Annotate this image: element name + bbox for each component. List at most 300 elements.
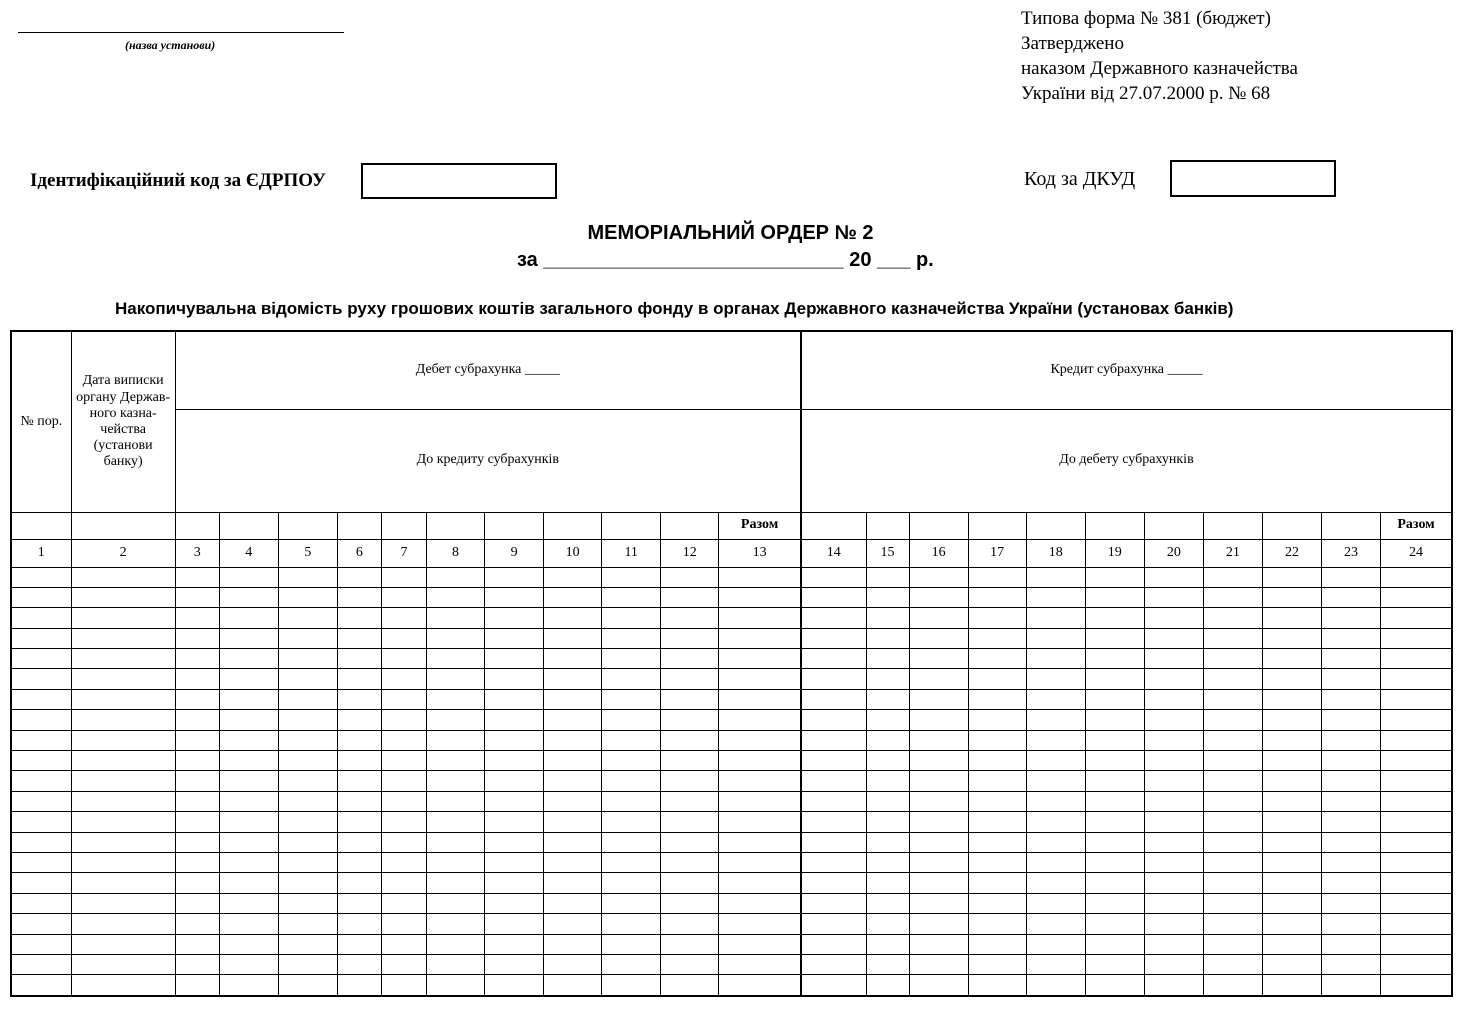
table-cell[interactable] (485, 710, 544, 730)
table-cell[interactable] (544, 751, 602, 771)
table-cell[interactable] (485, 751, 544, 771)
table-cell[interactable] (11, 608, 71, 628)
table-cell[interactable] (1381, 873, 1452, 893)
table-cell[interactable] (1085, 954, 1144, 974)
table-cell[interactable] (909, 852, 968, 872)
table-cell[interactable] (602, 954, 661, 974)
table-cell[interactable] (1144, 832, 1203, 852)
table-cell[interactable] (71, 689, 175, 709)
table-cell[interactable] (968, 751, 1026, 771)
table-cell[interactable] (485, 567, 544, 587)
table-cell[interactable] (866, 914, 909, 934)
table-cell[interactable] (11, 730, 71, 750)
table-cell[interactable] (544, 649, 602, 669)
table-cell[interactable] (1085, 587, 1144, 607)
table-cell[interactable] (426, 649, 484, 669)
table-cell[interactable] (544, 608, 602, 628)
table-cell[interactable] (1144, 587, 1203, 607)
table-cell[interactable] (11, 628, 71, 648)
table-cell[interactable] (11, 791, 71, 811)
table-cell[interactable] (661, 669, 719, 689)
table-cell[interactable] (175, 934, 219, 954)
table-cell[interactable] (719, 628, 801, 648)
table-cell[interactable] (381, 689, 426, 709)
table-cell[interactable] (1262, 608, 1321, 628)
table-cell[interactable] (219, 812, 278, 832)
table-cell[interactable] (71, 669, 175, 689)
table-cell[interactable] (719, 934, 801, 954)
table-cell[interactable] (661, 812, 719, 832)
table-cell[interactable] (866, 628, 909, 648)
table-cell[interactable] (544, 730, 602, 750)
table-cell[interactable] (1203, 975, 1262, 996)
table-cell[interactable] (1322, 832, 1381, 852)
table-cell[interactable] (866, 954, 909, 974)
table-cell[interactable] (968, 669, 1026, 689)
table-cell[interactable] (801, 649, 866, 669)
table-cell[interactable] (1322, 710, 1381, 730)
table-cell[interactable] (1381, 587, 1452, 607)
table-cell[interactable] (1322, 954, 1381, 974)
table-cell[interactable] (1085, 791, 1144, 811)
table-cell[interactable] (544, 812, 602, 832)
table-cell[interactable] (1144, 954, 1203, 974)
table-cell[interactable] (278, 771, 337, 791)
table-cell[interactable] (11, 832, 71, 852)
table-cell[interactable] (1203, 730, 1262, 750)
table-cell[interactable] (909, 771, 968, 791)
table-cell[interactable] (719, 873, 801, 893)
table-cell[interactable] (1262, 669, 1321, 689)
edrpou-code-field[interactable] (361, 163, 557, 199)
table-cell[interactable] (1262, 832, 1321, 852)
table-cell[interactable] (1085, 649, 1144, 669)
table-cell[interactable] (278, 873, 337, 893)
table-cell[interactable] (219, 852, 278, 872)
table-cell[interactable] (1322, 914, 1381, 934)
table-cell[interactable] (1085, 689, 1144, 709)
table-cell[interactable] (719, 751, 801, 771)
table-cell[interactable] (381, 975, 426, 996)
table-cell[interactable] (278, 689, 337, 709)
table-cell[interactable] (801, 710, 866, 730)
table-cell[interactable] (278, 893, 337, 913)
table-cell[interactable] (1144, 771, 1203, 791)
table-cell[interactable] (544, 934, 602, 954)
table-cell[interactable] (426, 608, 484, 628)
table-cell[interactable] (337, 628, 381, 648)
table-cell[interactable] (661, 832, 719, 852)
table-cell[interactable] (1085, 852, 1144, 872)
table-cell[interactable] (1203, 914, 1262, 934)
table-cell[interactable] (1262, 852, 1321, 872)
table-cell[interactable] (1085, 812, 1144, 832)
table-cell[interactable] (278, 587, 337, 607)
table-cell[interactable] (1203, 934, 1262, 954)
table-cell[interactable] (866, 587, 909, 607)
table-cell[interactable] (278, 710, 337, 730)
table-cell[interactable] (485, 649, 544, 669)
table-cell[interactable] (1322, 689, 1381, 709)
table-cell[interactable] (801, 812, 866, 832)
table-cell[interactable] (219, 934, 278, 954)
table-cell[interactable] (278, 649, 337, 669)
table-cell[interactable] (602, 669, 661, 689)
table-cell[interactable] (801, 587, 866, 607)
table-cell[interactable] (175, 812, 219, 832)
table-cell[interactable] (968, 975, 1026, 996)
table-cell[interactable] (866, 608, 909, 628)
table-cell[interactable] (71, 914, 175, 934)
table-cell[interactable] (544, 975, 602, 996)
table-cell[interactable] (71, 873, 175, 893)
table-cell[interactable] (219, 791, 278, 811)
table-cell[interactable] (866, 873, 909, 893)
table-cell[interactable] (544, 771, 602, 791)
table-cell[interactable] (1322, 873, 1381, 893)
table-cell[interactable] (968, 567, 1026, 587)
table-cell[interactable] (219, 649, 278, 669)
table-cell[interactable] (175, 710, 219, 730)
table-cell[interactable] (175, 852, 219, 872)
table-cell[interactable] (968, 689, 1026, 709)
table-cell[interactable] (909, 649, 968, 669)
table-cell[interactable] (1262, 628, 1321, 648)
table-cell[interactable] (909, 914, 968, 934)
table-cell[interactable] (485, 771, 544, 791)
table-cell[interactable] (1262, 751, 1321, 771)
table-cell[interactable] (219, 751, 278, 771)
table-cell[interactable] (175, 873, 219, 893)
table-cell[interactable] (1381, 567, 1452, 587)
table-cell[interactable] (175, 791, 219, 811)
table-cell[interactable] (1026, 914, 1085, 934)
table-cell[interactable] (219, 771, 278, 791)
table-cell[interactable] (337, 893, 381, 913)
table-cell[interactable] (71, 771, 175, 791)
table-cell[interactable] (719, 893, 801, 913)
table-cell[interactable] (801, 567, 866, 587)
table-cell[interactable] (1262, 812, 1321, 832)
table-cell[interactable] (11, 669, 71, 689)
table-cell[interactable] (71, 567, 175, 587)
table-cell[interactable] (337, 751, 381, 771)
table-cell[interactable] (1085, 751, 1144, 771)
table-cell[interactable] (278, 669, 337, 689)
table-cell[interactable] (381, 934, 426, 954)
table-cell[interactable] (337, 852, 381, 872)
table-cell[interactable] (11, 710, 71, 730)
table-cell[interactable] (1262, 689, 1321, 709)
table-cell[interactable] (1026, 832, 1085, 852)
table-cell[interactable] (337, 567, 381, 587)
table-cell[interactable] (1262, 914, 1321, 934)
table-cell[interactable] (1203, 873, 1262, 893)
table-cell[interactable] (602, 567, 661, 587)
table-cell[interactable] (1381, 689, 1452, 709)
table-cell[interactable] (544, 669, 602, 689)
table-cell[interactable] (426, 791, 484, 811)
table-cell[interactable] (1026, 893, 1085, 913)
table-cell[interactable] (1203, 893, 1262, 913)
table-cell[interactable] (1322, 852, 1381, 872)
table-cell[interactable] (801, 608, 866, 628)
table-cell[interactable] (1026, 649, 1085, 669)
table-cell[interactable] (968, 710, 1026, 730)
table-cell[interactable] (719, 954, 801, 974)
table-cell[interactable] (661, 689, 719, 709)
table-cell[interactable] (1144, 791, 1203, 811)
table-cell[interactable] (71, 975, 175, 996)
table-cell[interactable] (219, 669, 278, 689)
table-cell[interactable] (968, 893, 1026, 913)
table-cell[interactable] (968, 873, 1026, 893)
table-cell[interactable] (1262, 791, 1321, 811)
table-cell[interactable] (1262, 934, 1321, 954)
table-cell[interactable] (602, 751, 661, 771)
table-cell[interactable] (381, 730, 426, 750)
table-cell[interactable] (485, 689, 544, 709)
table-cell[interactable] (426, 934, 484, 954)
table-cell[interactable] (1026, 791, 1085, 811)
table-cell[interactable] (1144, 730, 1203, 750)
table-cell[interactable] (337, 771, 381, 791)
table-cell[interactable] (801, 873, 866, 893)
table-cell[interactable] (1085, 567, 1144, 587)
table-cell[interactable] (968, 954, 1026, 974)
table-cell[interactable] (1203, 832, 1262, 852)
table-cell[interactable] (381, 791, 426, 811)
table-cell[interactable] (719, 567, 801, 587)
table-cell[interactable] (1262, 893, 1321, 913)
table-cell[interactable] (11, 649, 71, 669)
table-cell[interactable] (426, 954, 484, 974)
table-cell[interactable] (1144, 669, 1203, 689)
table-cell[interactable] (381, 893, 426, 913)
table-cell[interactable] (175, 608, 219, 628)
table-cell[interactable] (1381, 771, 1452, 791)
table-cell[interactable] (426, 914, 484, 934)
table-cell[interactable] (1085, 628, 1144, 648)
institution-name-line[interactable] (18, 32, 344, 33)
table-cell[interactable] (71, 832, 175, 852)
table-cell[interactable] (866, 975, 909, 996)
table-cell[interactable] (337, 914, 381, 934)
table-cell[interactable] (381, 852, 426, 872)
table-cell[interactable] (485, 852, 544, 872)
table-cell[interactable] (1381, 791, 1452, 811)
table-cell[interactable] (866, 771, 909, 791)
table-cell[interactable] (1322, 649, 1381, 669)
table-cell[interactable] (719, 669, 801, 689)
table-cell[interactable] (381, 832, 426, 852)
table-cell[interactable] (1262, 649, 1321, 669)
table-cell[interactable] (381, 608, 426, 628)
table-cell[interactable] (909, 567, 968, 587)
table-cell[interactable] (661, 934, 719, 954)
table-cell[interactable] (1381, 832, 1452, 852)
table-cell[interactable] (909, 669, 968, 689)
table-cell[interactable] (544, 852, 602, 872)
table-cell[interactable] (1322, 751, 1381, 771)
table-cell[interactable] (11, 975, 71, 996)
table-cell[interactable] (485, 587, 544, 607)
table-cell[interactable] (1381, 751, 1452, 771)
table-cell[interactable] (71, 791, 175, 811)
table-cell[interactable] (426, 852, 484, 872)
dkud-code-field[interactable] (1170, 160, 1336, 197)
table-cell[interactable] (219, 975, 278, 996)
table-cell[interactable] (968, 791, 1026, 811)
table-cell[interactable] (544, 893, 602, 913)
table-cell[interactable] (1144, 914, 1203, 934)
table-cell[interactable] (909, 954, 968, 974)
table-cell[interactable] (337, 873, 381, 893)
table-cell[interactable] (11, 914, 71, 934)
table-cell[interactable] (71, 608, 175, 628)
table-cell[interactable] (1085, 832, 1144, 852)
table-cell[interactable] (661, 771, 719, 791)
table-cell[interactable] (801, 730, 866, 750)
table-cell[interactable] (801, 791, 866, 811)
table-cell[interactable] (909, 689, 968, 709)
table-cell[interactable] (1026, 669, 1085, 689)
table-cell[interactable] (278, 751, 337, 771)
table-cell[interactable] (719, 710, 801, 730)
table-cell[interactable] (1262, 730, 1321, 750)
table-cell[interactable] (381, 954, 426, 974)
table-cell[interactable] (337, 649, 381, 669)
table-cell[interactable] (866, 791, 909, 811)
table-cell[interactable] (1203, 689, 1262, 709)
table-cell[interactable] (968, 628, 1026, 648)
table-cell[interactable] (426, 669, 484, 689)
table-cell[interactable] (485, 914, 544, 934)
table-cell[interactable] (602, 975, 661, 996)
table-cell[interactable] (485, 893, 544, 913)
table-cell[interactable] (866, 751, 909, 771)
table-cell[interactable] (866, 669, 909, 689)
table-cell[interactable] (866, 934, 909, 954)
table-cell[interactable] (485, 812, 544, 832)
table-cell[interactable] (219, 832, 278, 852)
table-cell[interactable] (1026, 628, 1085, 648)
table-cell[interactable] (1381, 975, 1452, 996)
table-cell[interactable] (544, 587, 602, 607)
table-cell[interactable] (426, 873, 484, 893)
table-cell[interactable] (602, 628, 661, 648)
table-cell[interactable] (1203, 771, 1262, 791)
table-cell[interactable] (175, 832, 219, 852)
table-cell[interactable] (426, 587, 484, 607)
table-cell[interactable] (381, 649, 426, 669)
table-cell[interactable] (278, 934, 337, 954)
table-cell[interactable] (337, 812, 381, 832)
table-cell[interactable] (1262, 954, 1321, 974)
table-cell[interactable] (1144, 812, 1203, 832)
table-cell[interactable] (1144, 873, 1203, 893)
table-cell[interactable] (909, 791, 968, 811)
table-cell[interactable] (909, 873, 968, 893)
table-cell[interactable] (381, 914, 426, 934)
table-cell[interactable] (11, 587, 71, 607)
table-cell[interactable] (485, 791, 544, 811)
table-cell[interactable] (719, 812, 801, 832)
table-cell[interactable] (278, 730, 337, 750)
table-cell[interactable] (1381, 669, 1452, 689)
table-cell[interactable] (602, 587, 661, 607)
table-cell[interactable] (1085, 710, 1144, 730)
table-cell[interactable] (381, 628, 426, 648)
table-cell[interactable] (1144, 567, 1203, 587)
table-cell[interactable] (661, 608, 719, 628)
table-cell[interactable] (602, 893, 661, 913)
table-cell[interactable] (1322, 975, 1381, 996)
table-cell[interactable] (426, 689, 484, 709)
table-cell[interactable] (278, 852, 337, 872)
table-cell[interactable] (968, 730, 1026, 750)
table-cell[interactable] (602, 771, 661, 791)
table-cell[interactable] (1381, 934, 1452, 954)
table-cell[interactable] (909, 975, 968, 996)
table-cell[interactable] (71, 954, 175, 974)
table-cell[interactable] (219, 873, 278, 893)
table-cell[interactable] (278, 628, 337, 648)
table-cell[interactable] (1144, 852, 1203, 872)
table-cell[interactable] (1026, 954, 1085, 974)
table-cell[interactable] (866, 893, 909, 913)
table-cell[interactable] (909, 730, 968, 750)
table-cell[interactable] (381, 873, 426, 893)
table-cell[interactable] (278, 567, 337, 587)
table-cell[interactable] (219, 608, 278, 628)
table-cell[interactable] (11, 873, 71, 893)
table-cell[interactable] (381, 587, 426, 607)
table-cell[interactable] (1203, 649, 1262, 669)
table-cell[interactable] (909, 832, 968, 852)
table-cell[interactable] (661, 730, 719, 750)
table-cell[interactable] (602, 873, 661, 893)
table-cell[interactable] (661, 628, 719, 648)
table-cell[interactable] (219, 954, 278, 974)
table-cell[interactable] (337, 669, 381, 689)
table-cell[interactable] (1144, 628, 1203, 648)
table-cell[interactable] (71, 649, 175, 669)
table-cell[interactable] (1026, 975, 1085, 996)
table-cell[interactable] (661, 893, 719, 913)
table-cell[interactable] (1381, 710, 1452, 730)
table-cell[interactable] (719, 914, 801, 934)
table-cell[interactable] (71, 730, 175, 750)
table-cell[interactable] (1203, 587, 1262, 607)
table-cell[interactable] (71, 893, 175, 913)
table-cell[interactable] (175, 669, 219, 689)
table-cell[interactable] (175, 628, 219, 648)
table-cell[interactable] (866, 832, 909, 852)
table-cell[interactable] (1322, 608, 1381, 628)
table-cell[interactable] (1262, 771, 1321, 791)
table-cell[interactable] (1262, 710, 1321, 730)
table-cell[interactable] (381, 812, 426, 832)
table-cell[interactable] (485, 873, 544, 893)
table-cell[interactable] (175, 751, 219, 771)
table-cell[interactable] (661, 791, 719, 811)
table-cell[interactable] (426, 751, 484, 771)
table-cell[interactable] (661, 710, 719, 730)
table-cell[interactable] (337, 587, 381, 607)
table-cell[interactable] (719, 771, 801, 791)
table-cell[interactable] (968, 914, 1026, 934)
